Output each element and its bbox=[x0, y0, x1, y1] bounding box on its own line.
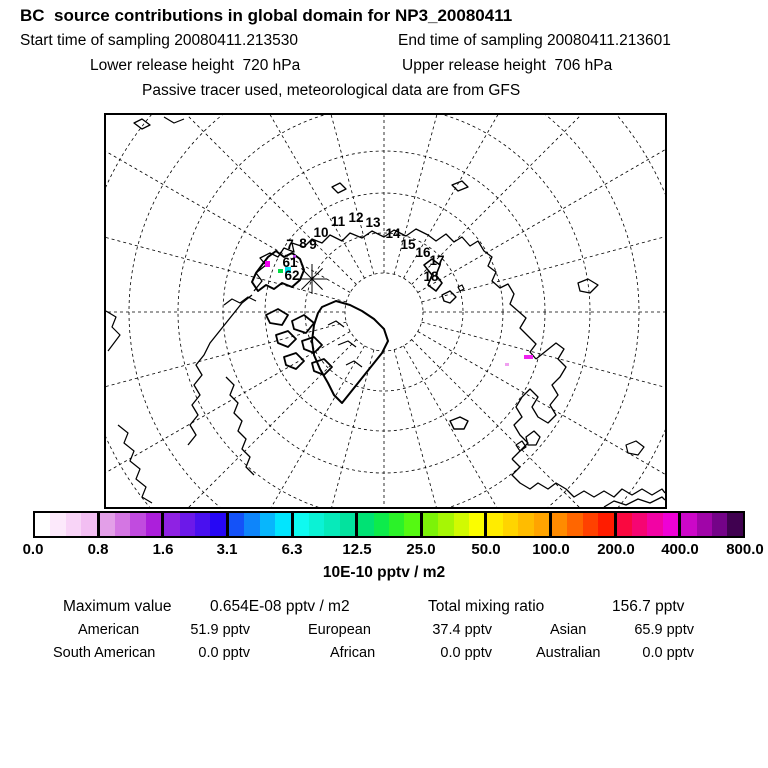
trajectory-label: 16 bbox=[415, 245, 431, 260]
colorbar-cell bbox=[260, 513, 275, 536]
upper-release-label: Upper release height 706 hPa bbox=[402, 57, 613, 74]
meridian-line bbox=[412, 340, 660, 507]
canada-coast-2-coastline bbox=[226, 377, 254, 475]
end-time-label: End time of sampling 20080411.213601 bbox=[398, 32, 671, 49]
latitude-circle bbox=[106, 115, 665, 507]
colorbar-ticks bbox=[0, 541, 768, 559]
archipelago-5-coastline bbox=[284, 353, 304, 369]
max-value: 0.654E-08 pptv / m2 bbox=[210, 598, 350, 615]
plot-title: BC source contributions in global domain for NP3_20080411 bbox=[20, 6, 513, 25]
colorbar-cell bbox=[583, 513, 598, 536]
colorbar-cell bbox=[518, 513, 533, 536]
colorbar-cell bbox=[469, 513, 484, 536]
north-africa-coast-coastline bbox=[604, 497, 665, 507]
total-ratio-value: 156.7 pptv bbox=[612, 598, 685, 615]
concentration-pixel bbox=[265, 261, 270, 267]
colorbar-tick: 0.0 bbox=[22, 541, 44, 558]
lower-release-label: Lower release height 720 hPa bbox=[90, 57, 301, 74]
us-coast-coastline bbox=[118, 425, 152, 503]
greenland-fjord-1-coastline bbox=[328, 321, 344, 327]
colorbar-cell bbox=[115, 513, 130, 536]
max-value-label: Maximum value bbox=[63, 598, 172, 615]
svalbard-coastline bbox=[442, 291, 456, 303]
black-sea-coastline bbox=[626, 441, 644, 455]
colorbar-tick: 0.8 bbox=[87, 541, 109, 558]
colorbar-tick: 3.1 bbox=[216, 541, 238, 558]
colorbar-cell bbox=[503, 513, 518, 536]
iceland-coastline bbox=[450, 417, 468, 429]
colorbar-cell bbox=[324, 513, 339, 536]
colorbar-cell bbox=[404, 513, 419, 536]
colorbar-unit-label: 10E-10 pptv / m2 bbox=[322, 564, 446, 581]
american-value: 51.9 pptv bbox=[190, 622, 250, 638]
tracer-info-label: Passive tracer used, meteorological data are from GFS bbox=[142, 82, 521, 99]
colorbar-tick: 400.0 bbox=[661, 541, 699, 558]
colorbar-cell bbox=[712, 513, 727, 536]
colorbar-tick: 200.0 bbox=[597, 541, 635, 558]
colorbar-cell bbox=[389, 513, 404, 536]
colorbar-cell bbox=[420, 513, 438, 536]
colorbar-tick: 12.5 bbox=[342, 541, 372, 558]
colorbar-cell bbox=[66, 513, 81, 536]
trajectory-label: 8 bbox=[299, 236, 307, 251]
colorbar-cell bbox=[244, 513, 259, 536]
meridian-line bbox=[106, 322, 346, 413]
meridian-line bbox=[422, 322, 665, 413]
archipelago-3-coastline bbox=[276, 331, 296, 347]
colorbar-cell bbox=[309, 513, 324, 536]
corner-island-coastline bbox=[134, 119, 150, 129]
greenland-fjord-2-coastline bbox=[338, 341, 356, 347]
colorbar-tick: 800.0 bbox=[726, 541, 764, 558]
left-edge-coast-coastline bbox=[106, 311, 120, 351]
colorbar-cell bbox=[35, 513, 50, 536]
trajectory-label: 62 bbox=[284, 268, 300, 283]
colorbar-cell bbox=[534, 513, 549, 536]
latitude-circle bbox=[345, 273, 423, 351]
colorbar bbox=[33, 511, 745, 538]
colorbar-tick: 50.0 bbox=[471, 541, 501, 558]
archipelago-1-coastline bbox=[266, 309, 288, 325]
colorbar-cell bbox=[438, 513, 453, 536]
trajectory-label: 12 bbox=[348, 210, 364, 225]
meridian-line bbox=[283, 115, 374, 274]
south-american-value: 0.0 pptv bbox=[198, 645, 250, 661]
meridian-line bbox=[106, 332, 350, 508]
colorbar-cell bbox=[291, 513, 309, 536]
meridian-line bbox=[106, 211, 346, 302]
australian-label: Australian bbox=[536, 645, 601, 661]
african-label: African bbox=[330, 645, 376, 661]
colorbar-cell bbox=[81, 513, 96, 536]
colorbar-cell bbox=[697, 513, 712, 536]
meridian-line bbox=[189, 346, 365, 507]
polar-map-frame bbox=[104, 113, 667, 509]
colorbar-cell bbox=[210, 513, 225, 536]
colorbar-tick: 6.3 bbox=[281, 541, 303, 558]
colorbar-cell bbox=[598, 513, 613, 536]
colorbar-cell bbox=[727, 513, 742, 536]
colorbar-cell bbox=[614, 513, 632, 536]
trajectory-label: 9 bbox=[309, 237, 317, 252]
trajectory-label: 10 bbox=[313, 225, 329, 240]
concentration-pixel bbox=[505, 363, 509, 366]
trajectory-label: 7 bbox=[286, 237, 294, 252]
meridian-line bbox=[404, 346, 580, 507]
meridian-line bbox=[106, 117, 350, 293]
trajectory-label: 61 bbox=[282, 255, 298, 270]
svalbard-2-coastline bbox=[458, 285, 464, 291]
colorbar-cell bbox=[146, 513, 161, 536]
colorbar-cell bbox=[549, 513, 567, 536]
trajectory-label: 11 bbox=[330, 214, 346, 229]
colorbar-cell bbox=[50, 513, 65, 536]
wrangel-island-coastline bbox=[332, 183, 346, 193]
colorbar-cell bbox=[161, 513, 179, 536]
south-american-label: South American bbox=[53, 645, 156, 661]
colorbar-cell bbox=[374, 513, 389, 536]
colorbar-tick: 100.0 bbox=[532, 541, 570, 558]
canada-coast-1-coastline bbox=[188, 295, 252, 445]
european-value: 37.4 pptv bbox=[432, 622, 492, 638]
colorbar-cell bbox=[195, 513, 210, 536]
trajectory-label: 17 bbox=[429, 253, 445, 268]
colorbar-cell bbox=[340, 513, 355, 536]
colorbar-cell bbox=[632, 513, 647, 536]
polar-map bbox=[106, 115, 665, 507]
colorbar-cell bbox=[663, 513, 678, 536]
colorbar-cell bbox=[355, 513, 373, 536]
trajectory-label: 15 bbox=[400, 237, 416, 252]
european-label: European bbox=[308, 622, 371, 638]
colorbar-tick: 1.6 bbox=[152, 541, 174, 558]
colorbar-cell bbox=[226, 513, 244, 536]
colorbar-tick: 25.0 bbox=[406, 541, 436, 558]
meridian-line bbox=[418, 117, 665, 293]
greenland-fjord-3-coastline bbox=[346, 361, 362, 367]
australian-value: 0.0 pptv bbox=[642, 645, 694, 661]
archipelago-2-coastline bbox=[292, 315, 314, 333]
trajectory-label: 18 bbox=[423, 269, 439, 284]
asian-value: 65.9 pptv bbox=[634, 622, 694, 638]
total-ratio-label: Total mixing ratio bbox=[428, 598, 545, 615]
colorbar-cell bbox=[180, 513, 195, 536]
colorbar-cell bbox=[130, 513, 145, 536]
african-value: 0.0 pptv bbox=[440, 645, 492, 661]
corner-coast-coastline bbox=[164, 117, 184, 123]
concentration-pixel bbox=[524, 355, 533, 359]
trajectory-label: 14 bbox=[385, 226, 401, 241]
american-label: American bbox=[78, 622, 140, 638]
colorbar-cell bbox=[454, 513, 469, 536]
aleutians-coastline bbox=[224, 297, 256, 305]
britain-coastline bbox=[526, 431, 540, 445]
start-time-label: Start time of sampling 20080411.213530 bbox=[20, 32, 299, 49]
colorbar-cell bbox=[678, 513, 696, 536]
colorbar-cell bbox=[484, 513, 502, 536]
asian-label: Asian bbox=[550, 622, 587, 638]
colorbar-cell bbox=[567, 513, 582, 536]
colorbar-cell bbox=[647, 513, 662, 536]
colorbar-cell bbox=[97, 513, 115, 536]
trajectory-label: 13 bbox=[365, 215, 381, 230]
colorbar-cell bbox=[275, 513, 290, 536]
greenland-coastline bbox=[312, 301, 388, 403]
